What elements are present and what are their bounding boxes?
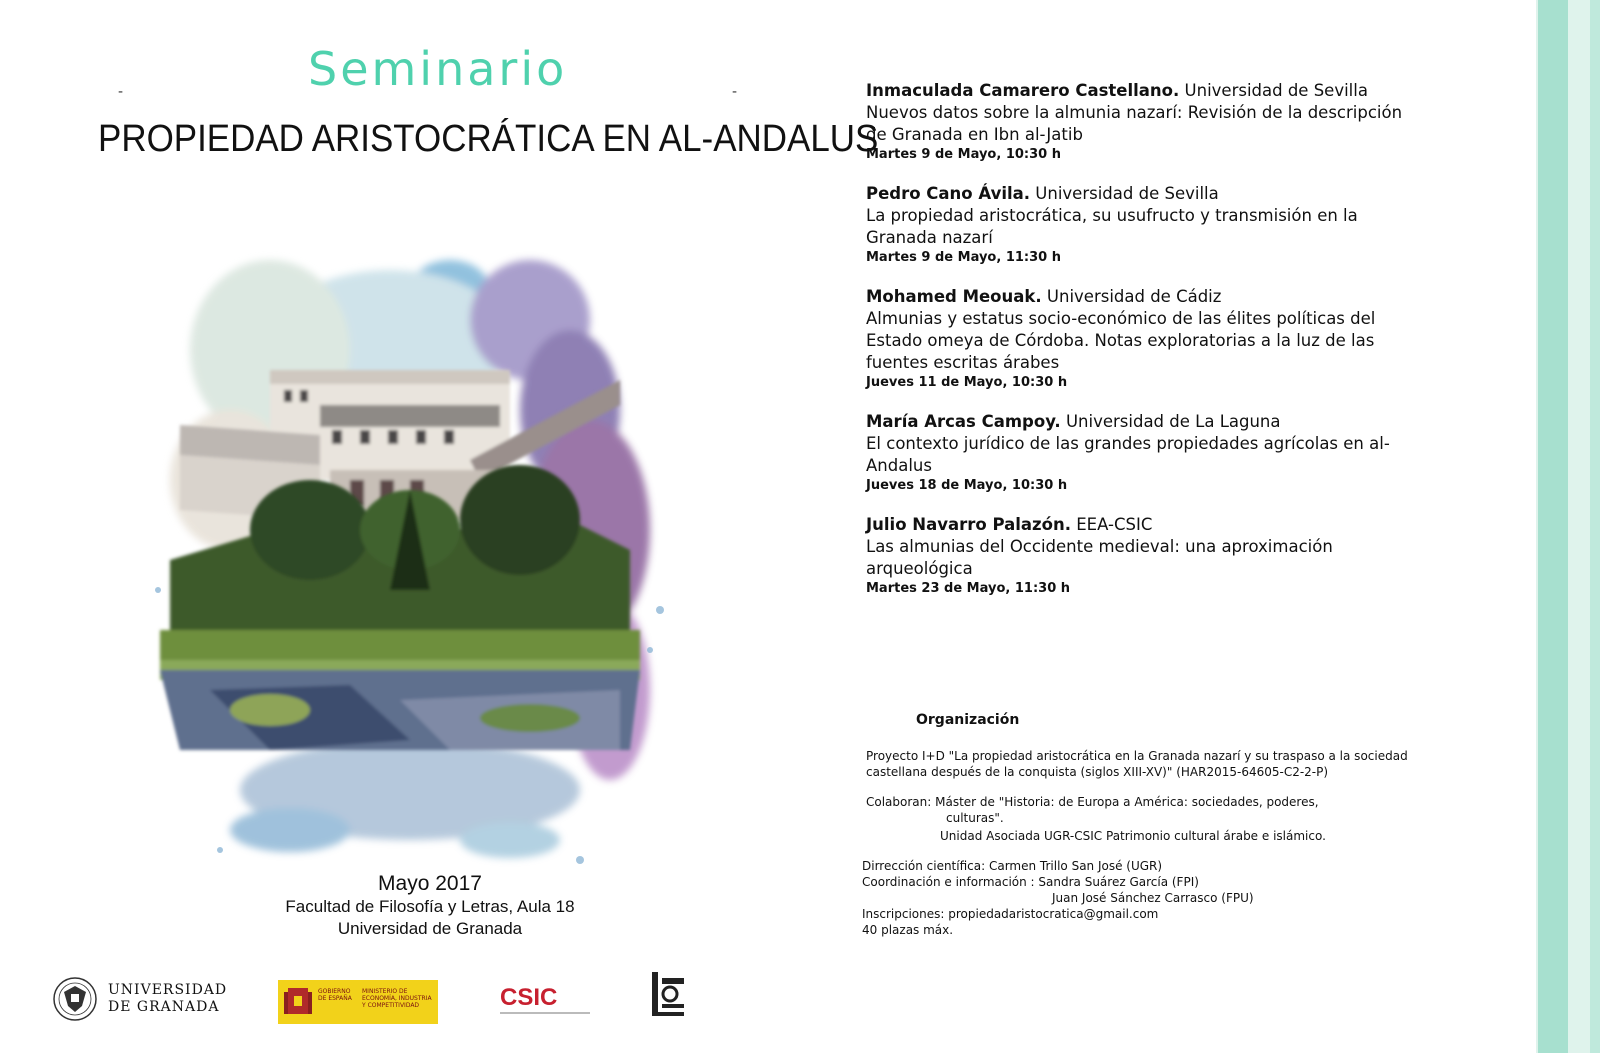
speaker-affiliation: EEA-CSIC (1076, 515, 1153, 534)
ugr-logo-text (108, 982, 227, 1016)
talk-date: Jueves 11 de Mayo, 10:30 h (866, 375, 1068, 390)
ugr-crest-icon (52, 976, 98, 1022)
csic-logo: CSIC (500, 984, 558, 1011)
talk-title: La propiedad aristocrática, su usufructo y transmisión en la Granada nazarí (866, 206, 1358, 247)
seminar-kicker: Seminario (308, 42, 568, 96)
talk-date: Martes 9 de Mayo, 10:30 h (866, 147, 1061, 162)
speaker-name: Julio Navarro Palazón. (866, 515, 1071, 534)
event-date: Mayo 2017 (378, 872, 482, 895)
event-place: Facultad de Filosofía y Letras, Aula 18 (285, 897, 575, 916)
speaker-name: María Arcas Campoy. (866, 412, 1061, 431)
project-description: Proyecto I+D "La propiedad aristocrática en la Granada nazarí y su traspaso a la sociedad castellana después de la conquista (siglos XIII-XV)" (HAR2015-64605-C2-2-P) (866, 749, 1408, 779)
government-label: GOBIERNO DE ESPAÑA (318, 988, 352, 1002)
coordination-second: Juan José Sánchez Carrasco (FPU) (1052, 891, 1254, 905)
inscriptions-email: Inscripciones: propiedadaristocratica@gmail.com (862, 907, 1159, 921)
speaker-affiliation: Universidad de Sevilla (1184, 81, 1368, 100)
speaker-affiliation: Universidad de La Laguna (1065, 412, 1281, 431)
talk-title: Las almunias del Occidente medieval: una aproximación arqueológica (866, 537, 1333, 578)
seats-limit: 40 plazas máx. (862, 923, 954, 937)
coordination: Coordinación e información : Sandra Suárez García (FPI) (862, 875, 1199, 889)
collaborators-line-2: culturas". (946, 811, 1004, 825)
speaker-name: Mohamed Meouak. (866, 287, 1042, 306)
ministry-label: MINISTERIO DE ECONOMÍA, INDUSTRIA Y COMPETITIVIDAD (362, 988, 432, 1009)
talk-title: Nuevos datos sobre la almunia nazarí: Revisión de la descripción de Granada en Ibn al-Jatib (866, 103, 1403, 144)
talk-item (866, 80, 1506, 164)
talks-list (866, 80, 1506, 617)
ugr-logo-line-2: DE GRANADA (108, 999, 220, 1015)
talk-date: Martes 9 de Mayo, 11:30 h (866, 250, 1061, 265)
talk-item (866, 411, 1506, 495)
organization-heading: Organización (916, 712, 1020, 728)
talk-title: El contexto jurídico de las grandes propiedades agrícolas en al-Andalus (866, 434, 1390, 475)
ugr-logo-line-1: UNIVERSIDAD (108, 982, 228, 998)
speaker-affiliation: Universidad de Sevilla (1035, 184, 1219, 203)
research-unit-icon (648, 968, 688, 1020)
header-dash-left: - (118, 84, 124, 100)
csic-logo-underline (500, 1012, 590, 1014)
collaborators-line-1: Colaboran: Máster de "Historia: de Europa a América: sociedades, poderes, (866, 795, 1319, 809)
page-title: PROPIEDAD ARISTOCRÁTICA EN AL-ANDALUS (98, 118, 879, 160)
spain-shield-icon (282, 984, 314, 1020)
scientific-direction: Dirrección científica: Carmen Trillo San José (UGR) (862, 859, 1163, 873)
venue-block (230, 872, 630, 940)
talk-date: Jueves 18 de Mayo, 10:30 h (866, 478, 1068, 493)
decorative-stripe (1538, 0, 1568, 1053)
talk-date: Martes 23 de Mayo, 11:30 h (866, 581, 1071, 596)
talk-item (866, 514, 1506, 598)
speaker-name: Pedro Cano Ávila. (866, 184, 1031, 203)
talk-item (866, 183, 1506, 267)
talk-title: Almunias y estatus socio-económico de las élites políticas del Estado omeya de Córdoba. Notas exploratorias a la luz de las fuentes escritas árabes (866, 309, 1376, 372)
government-logo (278, 980, 438, 1024)
talk-item (866, 286, 1506, 392)
header-dash-right: - (732, 84, 738, 100)
collaborators-line-3: Unidad Asociada UGR-CSIC Patrimonio cultural árabe e islámico. (940, 829, 1326, 843)
speaker-name: Inmaculada Camarero Castellano. (866, 81, 1180, 100)
watercolor-illustration (150, 230, 670, 870)
speaker-affiliation: Universidad de Cádiz (1046, 287, 1222, 306)
event-university: Universidad de Granada (337, 919, 523, 938)
decorative-stripe-edge (1590, 0, 1600, 1053)
